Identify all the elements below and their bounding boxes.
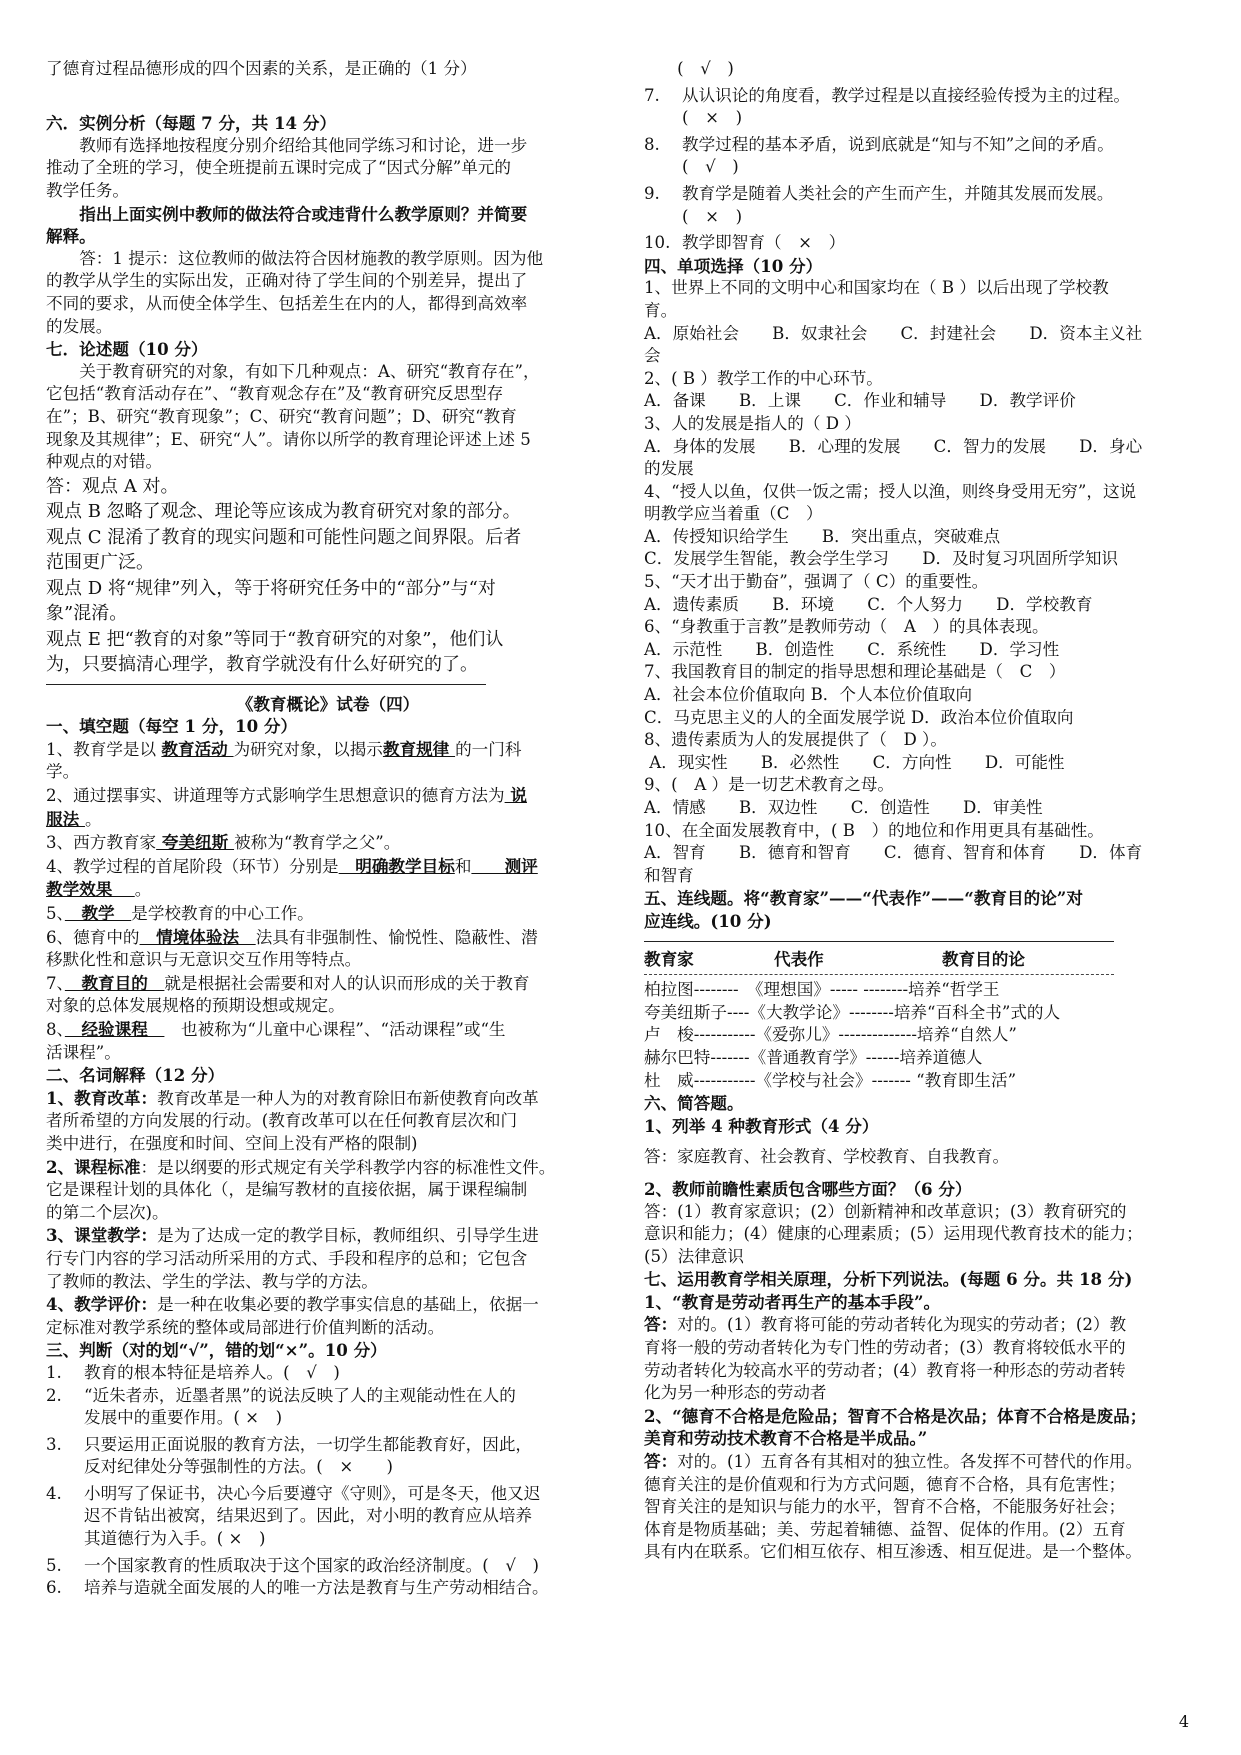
text-line: 六．实例分析（每题 7 分，共 14 分） [46,113,337,134]
text-line: 了德育过程品德形成的四个因素的关系，是正确的（1 分） [46,59,477,78]
text-line: 育。 [644,300,678,320]
item-number [46,1456,84,1479]
item-number: 7. [644,85,660,105]
text-line: 答：1 提示：这位教师的做法符合因材施教的教学原则。因为他 [79,248,544,268]
text-line: A．现实性 B．必然性 C．方向性 D．可能性 [644,752,1065,772]
item-text: 反对纪律处分等强制性的方法。( × ) [84,1457,393,1477]
judgement-item [644,183,1200,206]
judgement-item [46,1385,610,1408]
text-line: 服法 。 [46,808,102,829]
item-text: 小明写了保证书，决心今后要遵守《守则》，可是冬天，他又迟 [84,1483,541,1503]
item-number: 8. [644,134,660,154]
text-line: 活课程”。 [46,1042,121,1062]
text-line: 柏拉图-------- 《理想国》----- --------培养“哲学王 [644,980,1000,1000]
text-line: 类中进行，在强度和时间、空间上没有严格的限制) [46,1133,418,1153]
text-line: 会 [644,346,661,366]
text-line: 德育关注的是价值观和行为方式问题，德育不合格，具有危害性； [644,1474,1126,1494]
text-line: 3、课堂教学：是为了达成一定的教学目标，教师组织、引导学生进 [46,1225,539,1246]
judgement-item [46,1483,610,1506]
item-number [46,1407,84,1430]
text-line: 夸美纽斯子----《大教学论》--------培养“百科全书”式的人 [644,1002,1061,1022]
text-line: A．社会本位价值取向 B．个人本位价值取向 [644,685,973,705]
text-line: 定标准对教学系统的整体或局部进行价值判断的活动。 [46,1317,445,1337]
text-line: 4、教学评价：是一种在收集必要的教学事实信息的基础上，依据一 [46,1294,539,1315]
text-line: 推动了全班的学习，使全班提前五课时完成了“因式分解”单元的 [46,158,511,178]
text-line: 6、“身教重于言教”是教师劳动（ A ）的具体表现。 [644,617,1049,637]
text-line: (5）法律意识 [644,1246,744,1266]
judgement-item [644,134,1200,157]
item-text: 教育学是随着人类社会的产生而产生，并随其发展而发展。 [682,183,1114,203]
judgement-item [644,85,1200,108]
text-line: 应连线。(10 分) [644,910,772,931]
text-line: 2、教师前瞻性素质包含哪些方面？（6 分） [644,1178,972,1199]
text-line: A．传授知识给学生 B．突出重点，突破难点 [644,526,1001,546]
page-number: 4 [1178,1712,1189,1731]
item-text: 一个国家教育的性质取决于这个国家的政治经济制度。( √ ) [84,1555,539,1575]
item-text: 从认识论的角度看，教学过程是以直接经验传授为主的过程。 [682,85,1131,105]
text-line: 1、世界上不同的文明中心和国家均在（ B ）以后出现了学校教 [644,278,1109,298]
text-line: 《教育概论》试卷（四） [236,693,420,714]
item-number [644,206,682,229]
item-number [644,107,682,130]
text-line: 的第二个层次)。 [46,1202,169,1222]
text-line: 8、 经验课程 也被称为“儿童中心课程”、“活动课程”或“生 [46,1019,506,1039]
text-line: A．身体的发展 B．心理的发展 C．智力的发展 D．身心 [644,436,1143,456]
text-line: 2、( B ）教学工作的中心环节。 [644,368,883,388]
table-header-cell: 教育家 [644,948,694,969]
right-column [644,58,1200,1564]
text-line: 范围更广泛。 [46,552,154,574]
item-text: 发展中的重要作用。( × ) [84,1408,283,1428]
text-line: 答：对的。(1）五育各有其相对的独立性。各发挥不可替代的作用。 [644,1451,1143,1472]
text-line: 行专门内容的学习活动所采用的方式、手段和程序的总和；它包含 [46,1248,528,1268]
text-line: 六、简答题。 [644,1093,744,1114]
text-line: 者所希望的方向发展的行动。(教育改革可以在任何教育层次和门 [46,1111,518,1131]
judgement-item [46,1528,610,1551]
text-line: 1、教育学是以 教育活动 为研究对象，以揭示教育规律 的一门科 [46,738,522,759]
text-line: 赫尔巴特-------《普通教育学》------培养道德人 [644,1047,983,1067]
text-line: A．原始社会 B．奴隶社会 C．封建社会 D．资本主义社 [644,323,1143,343]
text-line: 美育和劳动技术教育不合格是半成品。” [644,1428,928,1449]
text-line: 五、连线题。将“教育家”——“代表作”——“教育目的论”对 [644,888,1083,909]
item-number: 9. [644,183,660,203]
text-line: 3、西方教育家 夸美纽斯 被称为“教育学之父”。 [46,832,401,853]
text-line: A．示范性 B．创造性 C．系统性 D．学习性 [644,639,1060,659]
judgement-item [644,107,1200,130]
text-line: ( √ ) [644,59,734,78]
text-line: 5、“天才出于勤奋”，强调了（ C）的重要性。 [644,572,989,592]
text-line: 观点 B 忽略了观念、理论等应该成为教育研究对象的部分。 [46,501,521,523]
text-line: 体育是物质基础；美、劳起着辅德、益智、促体的作用。(2）五育 [644,1519,1126,1539]
text-line: A．情感 B．双边性 C．创造性 D．审美性 [644,798,1043,817]
text-line: 现象及其规律”；E、研究“人”。请你以所学的教育理论评述上述 5 [46,429,531,449]
text-line: 6、德育中的 情境体验法 法具有非强制性、愉悦性、隐蔽性、潜 [46,926,538,947]
text-line: 教学任务。 [46,180,129,200]
text-line: 意识和能力；(4）健康的心理素质；(5）运用现代教育技术的能力； [644,1224,1143,1244]
item-number: 3. [46,1434,62,1454]
item-text: 迟不肯钻出被窝，结果迟到了。因此，对小明的教育应从培养 [84,1506,533,1526]
judgement-item [644,206,1200,229]
text-line: 化为另一种形态的劳动者 [644,1383,827,1403]
text-line: 对象的总体发展规格的预期设想或规定。 [46,996,345,1016]
text-line: 具有内在联系。它们相互依存、相互渗透、相互促进。是一个整体。 [644,1542,1142,1562]
text-line: A．智育 B．德育和智育 C．德育、智育和体育 D．体育 [644,843,1143,863]
item-number: 4. [46,1483,62,1503]
text-line: 七、运用教育学相关原理，分析下列说法。(每题 6 分。共 18 分) [644,1269,1133,1290]
item-text: “近朱者赤，近墨者黑”的说法反映了人的主观能动性在人的 [84,1385,516,1405]
item-text: 只要运用正面说服的教育方法，一切学生都能教育好，因此， [84,1434,533,1454]
text-line: 移默化性和意识与无意识交互作用等特点。 [46,950,362,970]
item-text: 教学即智育（ × ） [682,233,846,253]
text-line: 2、课程标准：是以纲要的形式规定有关学科教学内容的标准性文件。 [46,1156,556,1177]
item-number: 6. [46,1578,62,1598]
left-column [46,58,610,1600]
judgement-item [46,1505,610,1528]
text-line: 种观点的对错。 [46,452,163,472]
text-line: 象”混淆。 [46,603,128,625]
judgement-item [46,1434,610,1457]
text-line: 学。 [46,762,80,782]
text-line: C．马克思主义的人的全面发展学说 D．政治本位价值取向 [644,707,1074,727]
item-number: 10. [644,233,671,253]
text-line: 它包括“教育活动存在”、“教育观念存在”及“教育研究反思型存 [46,384,504,404]
item-number: 2. [46,1385,62,1405]
text-line: 4、“授人以鱼，仅供一饭之需；授人以渔，则终身受用无穷”，这说 [644,481,1137,501]
text-line: 指出上面实例中教师的做法符合或违背什么教学原则？并简要 [79,203,528,224]
text-line: 不同的要求，从而使全体学生、包括差生在内的人，都得到高效率 [46,293,528,313]
judgement-item [46,1577,610,1600]
text-line: 1、列举 4 种教育形式（4 分） [644,1115,879,1136]
divider [46,684,486,685]
text-line: 一、填空题（每空 1 分，10 分） [46,716,298,737]
text-line: A．备课 B．上课 C．作业和辅导 D．教学评价 [644,391,1076,411]
judgement-item [644,156,1200,179]
text-line: 答：(1）教育家意识；(2）创新精神和改革意识；(3）教育研究的 [644,1201,1127,1221]
judgement-item [46,1456,610,1479]
divider [644,974,1114,975]
text-line: 它是课程计划的具体化（，是编写教材的直接依据，属于课程编制 [46,1180,528,1200]
text-line: 答：家庭教育、社会教育、学校教育、自我教育。 [644,1147,1010,1167]
text-line: 劳动者转化为较高水平的劳动者；(4）教育将一种形态的劳动者转 [644,1360,1126,1380]
text-line: 关于教育研究的对象，有如下几种观点：A、研究“教育存在”， [79,361,540,381]
item-text: 教学过程的基本矛盾，说到底就是“知与不知”之间的矛盾。 [682,134,1114,154]
text-line: 和智育 [644,865,694,885]
text-line: 的教学从学生的实际出发，正确对待了学生间的个别差异，提出了 [46,271,528,291]
text-line: 观点 D 将“规律”列入，等于将研究任务中的“部分”与“对 [46,577,496,599]
text-line: 2、通过摆事实、讲道理等方式影响学生思想意识的德育方法为 说 [46,785,527,806]
item-text: 教育的根本特征是培养人。( √ ) [84,1362,340,1382]
text-line: 明教学应当着重（C ） [644,504,823,524]
text-line: 教学效果 。 [46,879,152,900]
text-line [46,90,610,113]
match-table-header [644,948,1200,971]
item-text: 培养与造就全面发展的人的唯一方法是教育与生产劳动相结合。 [84,1578,549,1598]
text-line: A．遗传素质 B．环境 C．个人努力 D．学校教育 [644,594,1093,614]
text-line: 二、名词解释（12 分） [46,1065,225,1086]
text-line: 四、单项选择（10 分） [644,255,823,276]
text-line: 在”；B、研究“教育现象”；C、研究“教育问题”；D、研究“教育 [46,406,517,426]
text-line: 解释。 [46,226,96,247]
text-line: 为，只要搞清心理学，教育学就没有什么好研究的了。 [46,654,478,676]
item-number [46,1505,84,1528]
item-number [46,1528,84,1551]
text-line: 了教师的教法、学生的学法、教与学的方法。 [46,1271,378,1291]
text-line: 1、“教育是劳动者再生产的基本手段”。 [644,1291,941,1312]
table-header-cell: 教育目的论 [942,948,1025,969]
text-line: 观点 C 混淆了教育的现实问题和可能性问题之间界限。后者 [46,526,522,548]
text-line: C．发展学生智能，教会学生学习 D．及时复习巩固所学知识 [644,549,1119,569]
item-text: ( × ) [682,108,743,128]
text-line: 5、 教学 是学校教育的中心工作。 [46,903,314,924]
item-text: ( × ) [682,206,743,226]
table-header-cell: 代表作 [774,948,824,969]
text-line: 观点 E 把“教育的对象”等同于“教育研究的对象”，他们认 [46,628,504,650]
judgement-item [46,1362,610,1385]
text-line: 2、“德育不合格是危险品；智育不合格是次品；体育不合格是废品； [644,1405,1147,1426]
item-number [644,156,682,179]
text-line: 8、遗传素质为人的发展提供了（ D ）。 [644,730,947,750]
text-line: 4、教学过程的首尾阶段（环节）分别是 明确教学目标和 测评 [46,855,538,876]
item-number: 5. [46,1555,62,1575]
text-line: 七．论述题（10 分） [46,339,208,360]
text-line: 智育关注的是知识与能力的水平，智育不合格，不能服务好社会； [644,1497,1126,1517]
judgement-item [46,1407,610,1430]
judgement-item [46,1555,610,1578]
text-line: 9、( A ）是一切艺术教育之母。 [644,775,895,795]
text-line: 杜 威-----------《学校与社会》------- “教育即生活” [644,1070,1017,1090]
text-line: 7、 教育目的 就是根据社会需要和对人的认识而形成的关于教育 [46,972,530,993]
text-line: 10、在全面发展教育中，( B ）的地位和作用更具有基础性。 [644,820,1104,840]
text-line: 3、人的发展是指人的（ D ） [644,413,861,433]
text-line: 答：观点 A 对。 [46,475,179,497]
text-line: 7、我国教育目的制定的指导思想和理论基础是（ C ） [644,662,1066,682]
text-line: 1、教育改革：教育改革是一种人为的对教育除旧布新使教育向改革 [46,1087,539,1108]
text-line: 的发展。 [46,316,113,336]
text-line: 三、判断（对的划“√”，错的划“×”。10 分） [46,1340,387,1361]
item-number: 1. [46,1362,62,1382]
text-line: 教师有选择地按程度分别介绍给其他同学练习和讨论，进一步 [79,135,528,155]
text-line: 育将一般的劳动者转化为专门性的劳动者；(3）教育将较低水平的 [644,1338,1126,1358]
item-text: 其道德行为入手。( × ) [84,1529,266,1549]
text-line: 的发展 [644,459,694,479]
judgement-item [644,232,1200,255]
item-text: ( √ ) [682,157,739,177]
text-line: 答：对的。(1）教育将可能的劳动者转化为现实的劳动者；(2）教 [644,1314,1127,1335]
text-line: 卢 梭-----------《爱弥儿》--------------培养“自然人” [644,1025,1017,1045]
divider [644,941,1114,942]
